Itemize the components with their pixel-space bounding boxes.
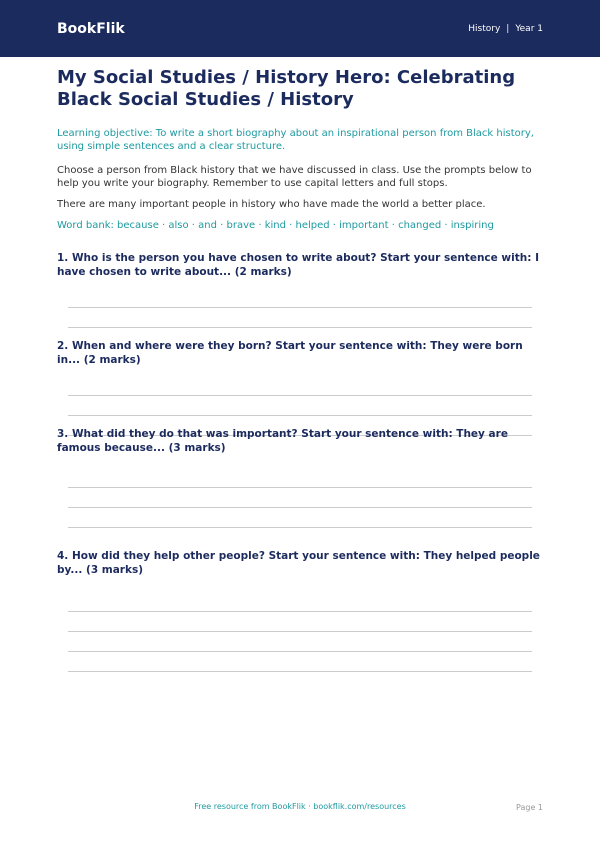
instructions-text: Choose a person from Black history that we have discussed in class. Use the prompts below to help you write your biography. Remember to use capital letters and full stops. bbox=[57, 165, 532, 189]
answer-line[interactable] bbox=[68, 671, 532, 672]
answer-line[interactable] bbox=[68, 415, 532, 416]
question-block-1 bbox=[57, 251, 543, 339]
question-prompt-3: 3. What did they do that was important? Start your sentence with: They are famous because... (3 marks) bbox=[57, 428, 508, 454]
answer-line[interactable] bbox=[68, 631, 532, 632]
question-block-2 bbox=[57, 339, 543, 427]
breadcrumb-subject[interactable]: History bbox=[468, 23, 501, 34]
word-bank: Word bank: because · also · and · brave · kind · helped · important · changed · inspiring bbox=[57, 220, 494, 231]
answer-lines-3[interactable] bbox=[57, 455, 543, 528]
answer-line[interactable] bbox=[68, 651, 532, 652]
page-title: My Social Studies / History Hero: Celebrating Black Social Studies / History bbox=[57, 67, 516, 110]
answer-line[interactable] bbox=[68, 395, 532, 396]
question-block-4 bbox=[57, 549, 543, 672]
answer-line[interactable] bbox=[68, 487, 532, 488]
answer-line[interactable] bbox=[68, 611, 532, 612]
learning-objective: Learning objective: To write a short biography about an inspirational person from Black history, using simple sentences and a clear structure. bbox=[57, 128, 534, 152]
intro-text: There are many important people in history who have made the world a better place. bbox=[57, 199, 486, 210]
answer-lines-1[interactable] bbox=[57, 279, 543, 328]
site-header bbox=[0, 0, 600, 57]
answer-line[interactable] bbox=[68, 307, 532, 308]
question-block-3 bbox=[57, 427, 543, 549]
question-prompt-2: 2. When and where were they born? Start your sentence with: They were born in... (2 marks) bbox=[57, 340, 523, 366]
footer-resource-link[interactable]: Free resource from BookFlik · bookflik.com/resources bbox=[194, 802, 406, 811]
page-number: Page 1 bbox=[516, 803, 543, 812]
answer-lines-4[interactable] bbox=[57, 577, 543, 672]
breadcrumb-separator: | bbox=[506, 23, 510, 34]
answer-line[interactable] bbox=[68, 507, 532, 508]
breadcrumb bbox=[468, 24, 543, 34]
worksheet-body bbox=[57, 67, 543, 672]
question-prompt-1: 1. Who is the person you have chosen to write about? Start your sentence with: I have chosen to write about... (2 marks) bbox=[57, 252, 539, 278]
answer-line[interactable] bbox=[68, 327, 532, 328]
answer-lines-2[interactable] bbox=[57, 367, 543, 436]
answer-line[interactable] bbox=[68, 527, 532, 528]
brand-logo[interactable]: BookFlik bbox=[57, 20, 125, 37]
question-prompt-4: 4. How did they help other people? Start your sentence with: They helped people by... (3 marks) bbox=[57, 550, 540, 576]
breadcrumb-year[interactable]: Year 1 bbox=[515, 23, 543, 34]
